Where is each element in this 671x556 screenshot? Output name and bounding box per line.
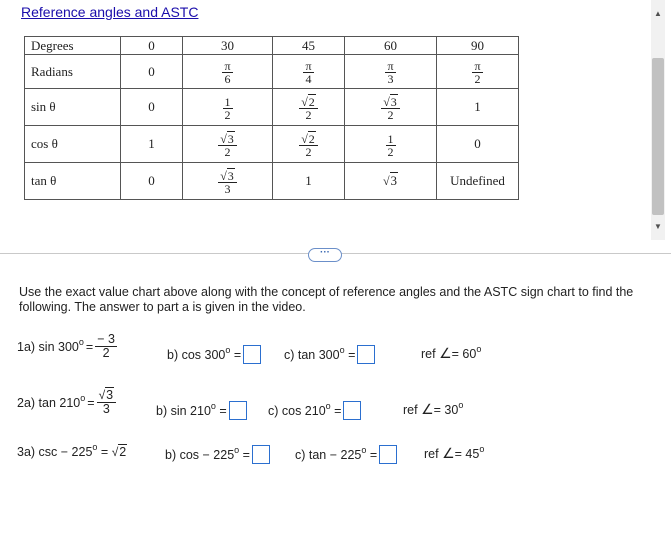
sqrt-icon: √ [111, 445, 119, 459]
exact-value-table [24, 36, 519, 200]
sqrt-icon: √ [98, 388, 106, 402]
den: 3 [224, 181, 231, 196]
angle-icon: ∠ [442, 445, 455, 461]
rad: 3 [390, 94, 397, 109]
den: 2 [224, 144, 231, 159]
row-label-cos: cos θ [25, 126, 121, 163]
equals: = [87, 395, 95, 410]
den: 2 [474, 72, 481, 86]
degree: o [80, 392, 86, 403]
sqrt-icon: √ [220, 131, 227, 146]
den: 6 [224, 72, 231, 86]
problem-3a [17, 442, 127, 459]
cell [273, 55, 345, 89]
scrollbar-thumb[interactable] [652, 58, 664, 215]
num: − 3 [97, 332, 115, 346]
num: 1 [387, 131, 394, 146]
row-label-degrees: Degrees [25, 37, 121, 55]
label: c) cos 210 [268, 403, 326, 418]
cell [345, 163, 437, 200]
label: 2a) tan 210 [17, 395, 81, 410]
rad: 3 [227, 131, 234, 146]
ref-angle-3 [424, 445, 484, 462]
problem-3c: c) tan − 225 o = [295, 445, 397, 464]
rad: 2 [308, 94, 315, 109]
cell [183, 163, 273, 200]
cell: 0 [121, 37, 183, 55]
num: π [474, 59, 481, 73]
cell [273, 89, 345, 126]
den: 4 [305, 72, 312, 86]
label: 1a) sin 300 [17, 339, 79, 354]
cell: 30 [183, 37, 273, 55]
answer-2c-input[interactable] [343, 401, 361, 420]
den: 2 [305, 144, 312, 159]
sqrt-icon: √ [382, 174, 390, 188]
cell [345, 89, 437, 126]
problem-1b: b) cos 300 o = [167, 345, 261, 364]
cell: 0 [437, 126, 519, 163]
degree: o [458, 399, 464, 410]
problem-1a [17, 333, 117, 360]
ref-angle-1 [421, 345, 481, 362]
ref-label: ref [421, 346, 436, 361]
cell [345, 55, 437, 89]
cell: 1 [437, 89, 519, 126]
num: π [224, 59, 231, 73]
den: 2 [387, 144, 394, 159]
label: c) tan 300 [284, 347, 340, 362]
den: 2 [305, 107, 312, 122]
answer-3b-input[interactable] [252, 445, 270, 464]
ref-value: = 60 [451, 346, 477, 361]
cell: 0 [121, 55, 183, 89]
ref-label: ref [403, 402, 418, 417]
scroll-up-icon[interactable]: ▲ [654, 9, 662, 18]
rad: 2 [308, 131, 315, 146]
degree: o [325, 400, 331, 411]
label: c) tan − 225 [295, 447, 362, 462]
row-label-radians: Radians [25, 55, 121, 89]
sqrt-icon: √ [383, 94, 390, 109]
angle-icon: ∠ [439, 345, 452, 361]
degree: o [234, 444, 240, 455]
cell: 0 [121, 163, 183, 200]
reference-angles-link[interactable]: Reference angles and ASTC [21, 4, 199, 20]
equals: = [85, 339, 94, 354]
scroll-down-icon[interactable]: ▼ [654, 222, 662, 231]
degree: o [361, 444, 367, 455]
row-label-sin: sin θ [25, 89, 121, 126]
degree: o [476, 343, 482, 354]
problem-2c: c) cos 210 o = [268, 401, 361, 420]
answer-1c-input[interactable] [357, 345, 375, 364]
sqrt-icon: √ [301, 94, 308, 109]
expand-more-button[interactable]: ··· [308, 248, 342, 262]
num: 1 [224, 94, 231, 109]
degree: o [225, 344, 231, 355]
row-label-tan: tan θ [25, 163, 121, 200]
answer-1b-input[interactable] [243, 345, 261, 364]
degree: o [339, 344, 345, 355]
cell [437, 55, 519, 89]
chart-scroll-area[interactable] [8, 26, 653, 236]
cell [183, 55, 273, 89]
ref-value: = 30 [433, 402, 459, 417]
rad: 3 [106, 388, 114, 402]
problem-2a [17, 389, 116, 416]
problem-2b: b) sin 210 o = [156, 401, 247, 420]
cell [183, 126, 273, 163]
ref-angle-2 [403, 401, 463, 418]
answer-2b-input[interactable] [229, 401, 247, 420]
degree: o [210, 400, 216, 411]
den: 2 [102, 346, 110, 360]
den: 3 [387, 72, 394, 86]
cell: 0 [121, 89, 183, 126]
cell: 1 [121, 126, 183, 163]
ref-label: ref [424, 446, 439, 461]
label: 3a) csc − 225 [17, 445, 93, 459]
label: b) sin 210 [156, 403, 211, 418]
problem-3b: b) cos − 225 o = [165, 445, 270, 464]
cell: Undefined [437, 163, 519, 200]
answer-3c-input[interactable] [379, 445, 397, 464]
ref-value: = 45 [454, 446, 480, 461]
cell: 90 [437, 37, 519, 55]
degree: o [92, 442, 98, 452]
label: b) cos − 225 [165, 447, 235, 462]
angle-icon: ∠ [421, 401, 434, 417]
cell [273, 126, 345, 163]
equals: = [100, 445, 109, 459]
sqrt-icon: √ [220, 168, 227, 183]
cell [183, 89, 273, 126]
cell: 1 [273, 163, 345, 200]
degree: o [78, 336, 84, 347]
problem-1c: c) tan 300 o = [284, 345, 375, 364]
den: 3 [102, 402, 110, 416]
rad: 3 [390, 173, 398, 188]
num: π [305, 59, 312, 73]
rad: 3 [227, 168, 234, 183]
cell: 60 [345, 37, 437, 55]
cell: 45 [273, 37, 345, 55]
den: 2 [387, 107, 394, 122]
instructions-text: Use the exact value chart above along with the concept of reference angles and the ASTC sign chart to find the following. The answer to part a is given in the video. [19, 285, 634, 314]
cell [345, 126, 437, 163]
degree: o [479, 443, 485, 454]
den: 2 [224, 107, 231, 122]
sqrt-icon: √ [301, 131, 308, 146]
label: b) cos 300 [167, 347, 226, 362]
num: π [387, 59, 394, 73]
rad: 2 [119, 445, 127, 459]
